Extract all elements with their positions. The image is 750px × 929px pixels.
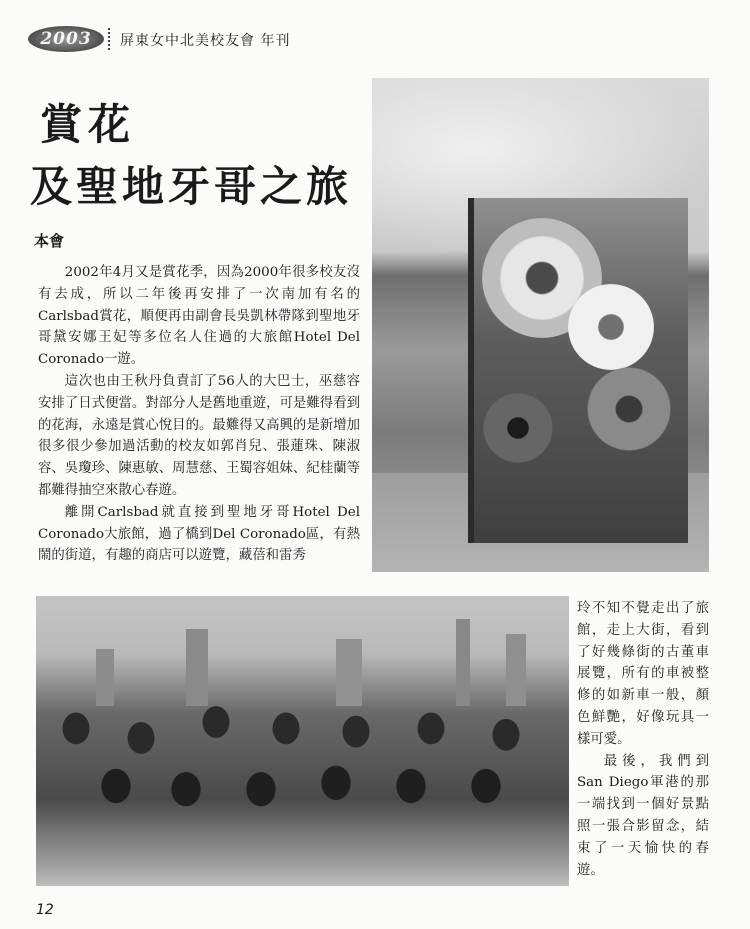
rose-cutout bbox=[478, 388, 558, 468]
yearbook-logo: 2003 bbox=[28, 26, 104, 52]
paragraph: 2002年4月又是賞花季，因為2000年很多校友沒有去成，所以二年後再安排了一次南加有名的Carlsbad賞花，順便再由副會長吳凱林帶隊到聖地牙哥黛安娜王妃等多位名人住過的大旅館Hotel Del Coronado一遊。 bbox=[38, 265, 360, 368]
article-title-line1: 賞花 bbox=[40, 100, 137, 149]
flower-photo bbox=[372, 78, 709, 572]
paragraph: 離開Carlsbad就直接到聖地牙哥Hotel Del Coronado大旅館，過了橋到Del Coronado區，有熱鬧的街道，有趣的商店可以遊覽，藏蓓和雷秀 bbox=[38, 504, 360, 564]
publication-title: 屏東女中北美校友會 年刊 bbox=[120, 33, 291, 49]
article-side-column bbox=[577, 598, 709, 881]
white-flower-cutout bbox=[568, 284, 654, 370]
group-members bbox=[46, 706, 546, 866]
city-skyline bbox=[36, 619, 569, 706]
article-author: 本會 bbox=[34, 232, 65, 250]
paragraph: 最後，我們到San Diego軍港的那一端找到一個好景點照一張合影留念，結束了一天愉快的春遊。 bbox=[577, 753, 709, 878]
group-photo bbox=[36, 596, 569, 886]
paragraph: 這次也由王秋丹負責訂了56人的大巴士，巫慈容安排了日式便當。對部分人是舊地重遊，可是難得看到的花海，永遠是賞心悅目的。最難得又高興的是新增加很多很少參加過活動的校友如郭肖兒、張蓮珠、陳淑容、吳瓊珍、陳惠敏、周慧慈、王蜀容姐妹、紀桂蘭等都難得抽空來散心春遊。 bbox=[38, 373, 360, 498]
page-number: 12 bbox=[36, 902, 54, 918]
rose-cutout bbox=[584, 364, 674, 454]
article-title-line2: 及聖地牙哥之旅 bbox=[30, 162, 353, 211]
article-body bbox=[38, 262, 360, 567]
paragraph: 玲不知不覺走出了旅館，走上大街，看到了好幾條街的古董車展覽，所有的車被整修的如新車一般，顏色鮮艷，好像玩具一樣可愛。 bbox=[577, 601, 709, 747]
header-divider bbox=[108, 28, 113, 50]
page-header bbox=[22, 14, 422, 54]
